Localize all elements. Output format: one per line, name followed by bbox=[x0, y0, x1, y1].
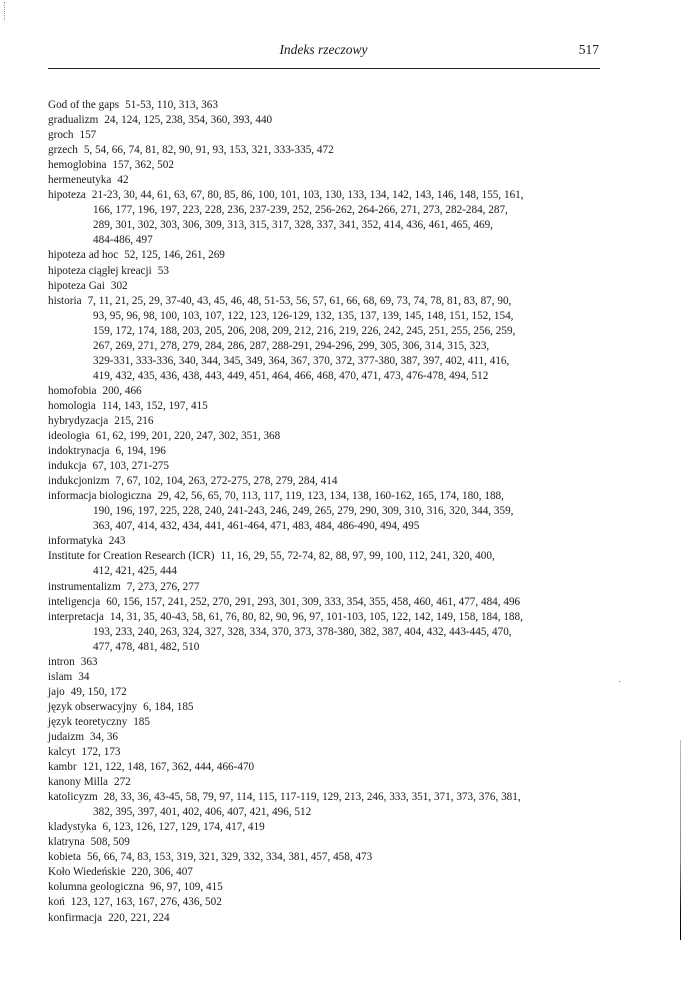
index-entry bbox=[48, 730, 608, 745]
page-references: 67, 103, 271-275 bbox=[92, 460, 169, 473]
index-term: kladystyka bbox=[48, 821, 97, 834]
index-entry bbox=[48, 760, 608, 775]
index-entry bbox=[48, 98, 608, 113]
index-term: inteligencja bbox=[48, 595, 101, 608]
index-term: kanony Milla bbox=[48, 776, 108, 789]
index-entry bbox=[48, 835, 608, 850]
index-entry bbox=[48, 580, 608, 595]
page-references: 185 bbox=[133, 715, 150, 728]
index-entry bbox=[48, 264, 608, 279]
index-entry bbox=[48, 534, 608, 549]
index-term: klatryna bbox=[48, 836, 85, 849]
page-references-continued: 329-331, 333-336, 340, 344, 345, 349, 364, 367, 370, 372, 377-380, 387, 397, 402, 411, 416, bbox=[93, 354, 510, 367]
index-entry bbox=[48, 188, 608, 248]
index-term: indukcjonizm bbox=[48, 475, 110, 488]
index-term: groch bbox=[48, 129, 74, 142]
page-references-continued: 267, 269, 271, 278, 279, 284, 286, 287, 288-291, 294-296, 299, 305, 306, 314, 315, 323, bbox=[93, 339, 490, 352]
index-term: God of the gaps bbox=[48, 99, 120, 111]
page-references: 7, 67, 102, 104, 263, 272-275, 278, 279, 284, 414 bbox=[115, 475, 338, 488]
scan-speck bbox=[619, 681, 620, 682]
page-references-continued: 484-486, 497 bbox=[93, 234, 153, 247]
index-term: katolicyzm bbox=[48, 791, 98, 804]
index-entry bbox=[48, 489, 608, 534]
page-references-continued: 159, 172, 174, 188, 203, 205, 206, 208, 209, 212, 216, 219, 226, 242, 245, 251, 255, 256, 259, bbox=[93, 324, 516, 337]
index-entry bbox=[48, 715, 608, 730]
page-references: 21-23, 30, 44, 61, 63, 67, 80, 85, 86, 100, 101, 103, 130, 133, 134, 142, 143, 146, 148, 155, 161, bbox=[91, 189, 524, 202]
page-references: 24, 124, 125, 238, 354, 360, 393, 440 bbox=[104, 114, 273, 127]
index-entry bbox=[48, 700, 608, 715]
page-references: 243 bbox=[108, 535, 126, 548]
index-term: hipoteza bbox=[48, 189, 86, 202]
index-entry bbox=[48, 459, 608, 474]
index-entry bbox=[48, 775, 608, 790]
index-term: język obserwacyjny bbox=[48, 700, 138, 713]
page-references: 157 bbox=[79, 129, 97, 142]
index-term: islam bbox=[48, 670, 73, 683]
index-term: homofobia bbox=[48, 384, 97, 397]
index-entry bbox=[48, 143, 608, 158]
index-term: interpretacja bbox=[48, 610, 104, 623]
page-references: 121, 122, 148, 167, 362, 444, 466-470 bbox=[82, 761, 255, 774]
index-entry bbox=[48, 444, 608, 459]
index-entry bbox=[48, 429, 608, 444]
page-references: 220, 221, 224 bbox=[108, 911, 170, 924]
page-references: 5, 54, 66, 74, 81, 82, 90, 91, 93, 153, 321, 333-335, 472 bbox=[83, 144, 334, 157]
page-references: 61, 62, 199, 201, 220, 247, 302, 351, 368 bbox=[95, 430, 281, 443]
page-references: 508, 509 bbox=[90, 836, 130, 849]
index-entry bbox=[48, 911, 608, 926]
index-entry bbox=[48, 850, 608, 865]
page-references: 7, 273, 276, 277 bbox=[126, 580, 200, 593]
page-references: 11, 16, 29, 55, 72-74, 82, 88, 97, 99, 100, 112, 241, 320, 400, bbox=[220, 550, 495, 563]
page-references: 96, 97, 109, 415 bbox=[150, 881, 223, 894]
page-references: 200, 466 bbox=[102, 384, 142, 397]
page-references-continued: 190, 196, 197, 225, 228, 240, 241-243, 246, 249, 265, 279, 290, 309, 310, 316, 320, 344, 359, bbox=[93, 505, 514, 518]
index-term: Koło Wiedeńskie bbox=[48, 866, 126, 879]
index-term: indoktrynacja bbox=[48, 445, 110, 458]
index-term: kambr bbox=[48, 761, 77, 774]
index-entry bbox=[48, 685, 608, 700]
page-references: 114, 143, 152, 197, 415 bbox=[101, 399, 208, 412]
page-references: 123, 127, 163, 167, 276, 436, 502 bbox=[70, 896, 222, 909]
index-entry bbox=[48, 173, 608, 188]
page-references: 29, 42, 56, 65, 70, 113, 117, 119, 123, 134, 138, 160-162, 165, 174, 180, 188, bbox=[157, 490, 504, 503]
index-entry bbox=[48, 399, 608, 414]
page-references: 49, 150, 172 bbox=[70, 685, 127, 698]
index-entry bbox=[48, 414, 608, 429]
page-references: 53 bbox=[157, 264, 169, 277]
index-term: hipoteza Gai bbox=[48, 279, 105, 292]
index-term: jajo bbox=[48, 685, 65, 698]
page-references: 34, 36 bbox=[90, 730, 119, 743]
page-references: 52, 125, 146, 261, 269 bbox=[124, 249, 225, 262]
index-term: hipoteza ad hoc bbox=[48, 249, 119, 262]
index-entry bbox=[48, 128, 608, 143]
page-references-continued: 289, 301, 302, 303, 306, 309, 313, 315, 317, 328, 337, 341, 352, 414, 436, 461, 465, 469, bbox=[93, 219, 493, 232]
page-references: 6, 184, 185 bbox=[143, 700, 194, 713]
page-references: 34 bbox=[78, 670, 90, 683]
page-references: 302 bbox=[110, 279, 128, 292]
header-rule bbox=[48, 68, 600, 69]
page-references: 56, 66, 74, 83, 153, 319, 321, 329, 332, 334, 381, 457, 458, 473 bbox=[86, 851, 373, 864]
index-term: hybrydyzacja bbox=[48, 414, 109, 427]
page-references-continued: 382, 395, 397, 401, 402, 406, 407, 421, 496, 512 bbox=[93, 806, 312, 819]
index-term: informacja biologiczna bbox=[48, 490, 152, 503]
index-entry bbox=[48, 670, 608, 685]
index-entry bbox=[48, 610, 608, 655]
index-entry bbox=[48, 279, 608, 294]
index-entry bbox=[48, 549, 608, 579]
page-number: 517 bbox=[578, 42, 599, 57]
page-references-continued: 419, 432, 435, 436, 438, 443, 449, 451, 464, 466, 468, 470, 471, 473, 476-478, 494, 512 bbox=[93, 369, 489, 382]
page-references: 215, 216 bbox=[114, 414, 154, 427]
index-term: hemoglobina bbox=[48, 159, 107, 172]
index-entry bbox=[48, 113, 608, 128]
index-term: konfirmacja bbox=[48, 911, 103, 924]
page-references-continued: 477, 478, 481, 482, 510 bbox=[93, 640, 200, 653]
index-entry bbox=[48, 248, 608, 263]
page-references: 172, 173 bbox=[81, 746, 121, 759]
page-references: 220, 306, 407 bbox=[131, 866, 193, 879]
index-term: intron bbox=[48, 655, 75, 668]
running-title: Indeks rzeczowy bbox=[279, 42, 368, 57]
page-references: 157, 362, 502 bbox=[112, 159, 174, 172]
index-term: koń bbox=[48, 896, 65, 909]
scan-artifact bbox=[4, 2, 6, 20]
index-entry bbox=[48, 595, 608, 610]
page-references: 28, 33, 36, 43-45, 58, 79, 97, 114, 115, 117-119, 129, 213, 246, 333, 351, 371, 373, 376, 381, bbox=[103, 791, 521, 804]
index-term: ideologia bbox=[48, 430, 90, 443]
page-references-continued: 166, 177, 196, 197, 223, 228, 236, 237-239, 252, 256-262, 264-266, 271, 273, 282-284, 287, bbox=[93, 204, 508, 217]
index-term: judaizm bbox=[48, 730, 85, 743]
index-term: kolumna geologiczna bbox=[48, 881, 144, 894]
page-references: 60, 156, 157, 241, 252, 270, 291, 293, 301, 309, 333, 354, 355, 458, 460, 461, 477, 484, 496 bbox=[106, 595, 521, 608]
index-entry bbox=[48, 158, 608, 173]
page-references: 51-53, 110, 313, 363 bbox=[125, 99, 218, 111]
index-entry bbox=[48, 895, 608, 910]
index-term: historia bbox=[48, 294, 82, 307]
page-references: 6, 194, 196 bbox=[115, 445, 166, 458]
index-entry bbox=[48, 820, 608, 835]
index-term: gradualizm bbox=[48, 114, 99, 127]
index-entry bbox=[48, 745, 608, 760]
page-references-continued: 412, 421, 425, 444 bbox=[93, 565, 177, 578]
page-references: 272 bbox=[113, 776, 131, 789]
page-header bbox=[48, 40, 599, 66]
page-references-continued: 193, 233, 240, 263, 324, 327, 328, 334, 370, 373, 378-380, 382, 387, 404, 432, 443-445, 470, bbox=[93, 625, 512, 638]
index-term: hipoteza ciągłej kreacji bbox=[48, 264, 152, 277]
index-entry bbox=[48, 880, 608, 895]
index-entry bbox=[48, 384, 608, 399]
page-references: 6, 123, 126, 127, 129, 174, 417, 419 bbox=[102, 821, 265, 834]
index-entry bbox=[48, 865, 608, 880]
index-entry bbox=[48, 790, 608, 820]
index-term: język teoretyczny bbox=[48, 715, 128, 728]
index-term: Institute for Creation Research (ICR) bbox=[48, 550, 215, 563]
index-entry bbox=[48, 474, 608, 489]
index-term: kalcyt bbox=[48, 746, 76, 759]
index-term: instrumentalizm bbox=[48, 580, 121, 593]
page-references: 42 bbox=[117, 174, 129, 187]
page-references-continued: 93, 95, 96, 98, 100, 103, 107, 122, 123, 126-129, 132, 135, 137, 139, 145, 148, 151, 152, 154, bbox=[93, 309, 514, 322]
index-entry bbox=[48, 655, 608, 670]
index-term: grzech bbox=[48, 144, 78, 157]
index-term: hermeneutyka bbox=[48, 174, 112, 187]
page-references: 363 bbox=[80, 655, 98, 668]
index-term: indukcja bbox=[48, 460, 87, 473]
index-entry bbox=[48, 294, 608, 384]
index-term: informatyka bbox=[48, 535, 103, 548]
page-references-continued: 363, 407, 414, 432, 434, 441, 461-464, 471, 483, 484, 486-490, 494, 495 bbox=[93, 520, 420, 533]
index-term: kobieta bbox=[48, 851, 81, 864]
index-term: homologia bbox=[48, 399, 96, 412]
page-references: 7, 11, 21, 25, 29, 37-40, 43, 45, 46, 48, 51-53, 56, 57, 61, 66, 68, 69, 73, 74, 78, 81, 83, 87, 90, bbox=[87, 294, 512, 307]
page-references: 14, 31, 35, 40-43, 58, 61, 76, 80, 82, 90, 96, 97, 101-103, 105, 122, 142, 149, 158, 184, 188, bbox=[109, 610, 523, 623]
subject-index bbox=[48, 98, 608, 926]
